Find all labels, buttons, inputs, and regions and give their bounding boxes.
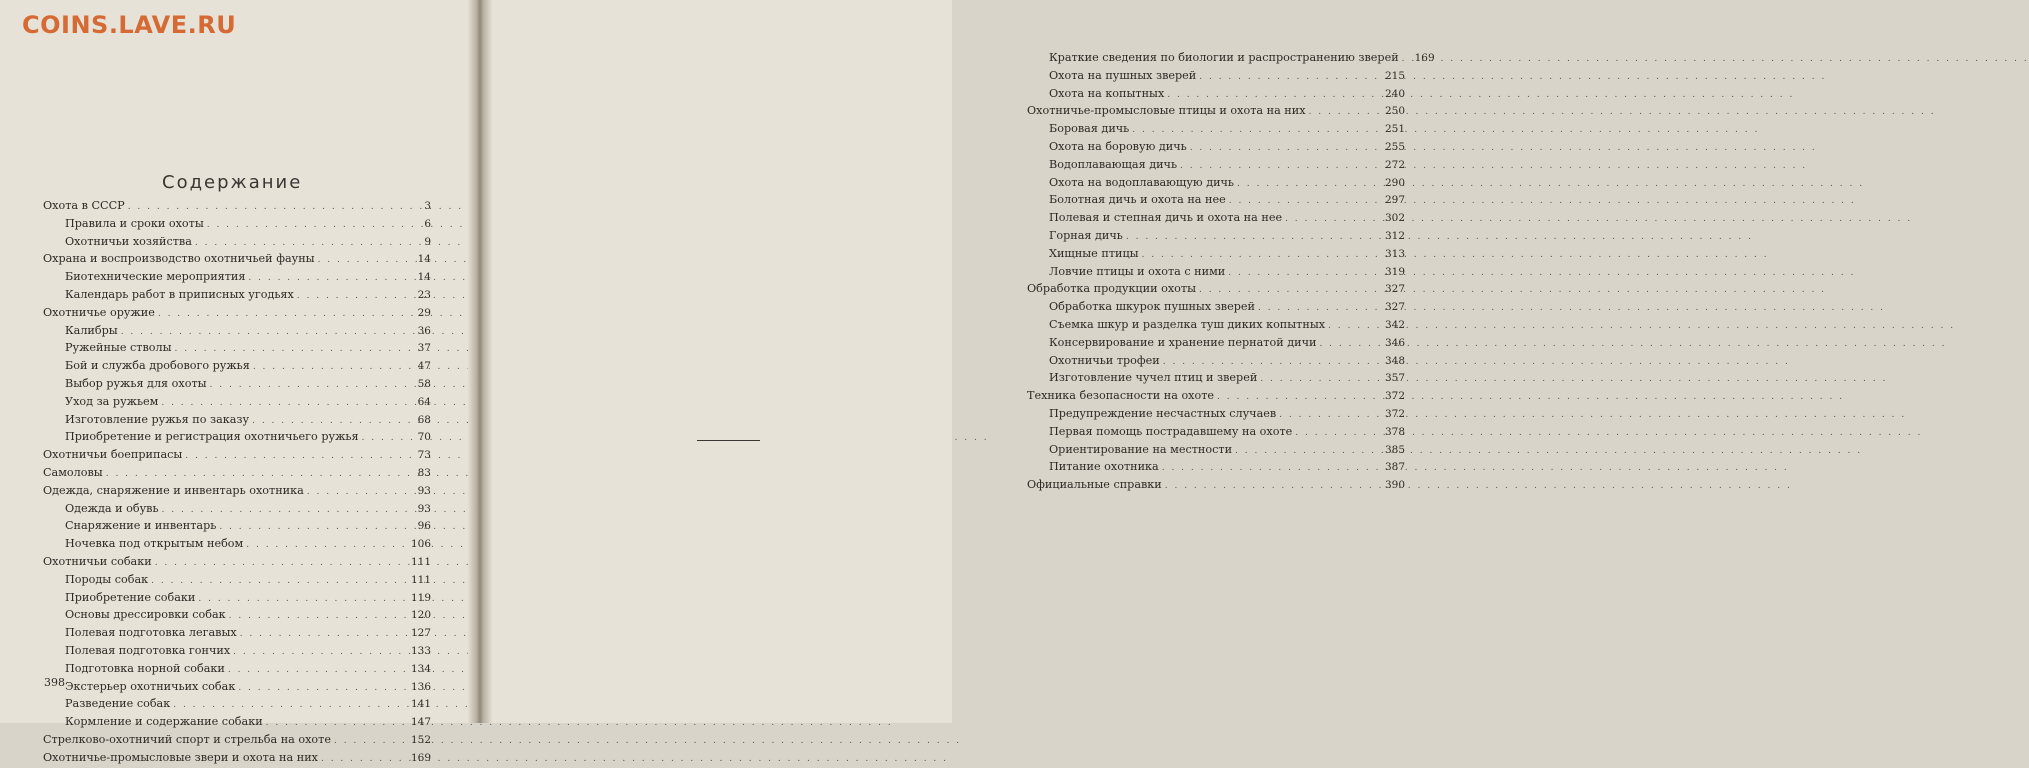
toc-entry: [1027, 317, 1405, 335]
toc-entry: [43, 536, 431, 554]
toc-entry-page: 111: [410, 573, 431, 586]
toc-leader-dots: [1258, 301, 1378, 317]
right-page: [486, 0, 1435, 723]
toc-leader-dots: [266, 716, 404, 732]
toc-entry-page: 37: [417, 342, 431, 355]
toc-entry-page: 96: [417, 520, 431, 533]
toc-leader-dots: [1199, 70, 1378, 86]
toc-entry-page: 9: [424, 235, 431, 248]
toc-entry-page: 70: [417, 431, 431, 444]
toc-entry: [1027, 299, 1405, 317]
toc-leader-dots: [1228, 266, 1378, 282]
toc-entry-title: Водоплавающая дичь: [1049, 157, 1178, 171]
toc-leader-dots: [1319, 337, 1378, 353]
toc-leader-dots: [1217, 390, 1378, 406]
toc-leader-dots: [1260, 372, 1378, 388]
toc-entry-title: Краткие сведения по биологии и распространению зверей: [1049, 51, 1399, 64]
toc-entry-page: 342: [1384, 318, 1405, 331]
toc-entry: [43, 501, 431, 519]
toc-leader-dots: [173, 698, 404, 714]
toc-entry: [43, 732, 431, 750]
toc-entry: [1027, 281, 1405, 299]
toc-entry: [1027, 103, 1405, 121]
toc-entry-page: 302: [1384, 212, 1405, 225]
toc-entry: [43, 305, 431, 323]
toc-entry-page: 290: [1384, 176, 1405, 189]
toc-leader-dots: [1163, 355, 1378, 371]
toc-entry-page: 357: [1384, 372, 1405, 385]
toc-entry: [43, 216, 431, 234]
toc-entry-title: Разведение собак: [65, 697, 171, 711]
toc-entry-title: Снаряжение и инвентарь: [65, 519, 217, 533]
toc-entry-page: 93: [417, 484, 431, 497]
toc-entry-title: Обработка продукции охоты: [1027, 282, 1196, 296]
toc-entry: [1027, 175, 1405, 193]
toc-entry: [1027, 50, 1435, 68]
toc-entry-page: 134: [410, 662, 431, 675]
toc-entry: [1027, 442, 1405, 460]
toc-entry-title: Экстерьер охотничьих собак: [65, 679, 236, 693]
toc-leader-dots: [198, 592, 404, 608]
toc-entry-page: 64: [417, 395, 431, 408]
toc-leader-dots: [253, 360, 404, 376]
toc-entry: [1027, 424, 1405, 442]
toc-entry-page: 272: [1384, 158, 1405, 171]
toc-entry: [1027, 264, 1405, 282]
toc-entry-title: Подготовка норной собаки: [65, 661, 225, 675]
toc-entry-page: 240: [1384, 87, 1405, 100]
site-watermark: COINS.LAVE.RU: [22, 11, 237, 39]
toc-entry-title: Болотная дичь и охота на нее: [1049, 193, 1226, 207]
toc-entry: [1027, 459, 1405, 477]
toc-entry-title: Первая помощь пострадавшему на охоте: [1049, 424, 1293, 438]
toc-entry-page: 327: [1384, 301, 1405, 314]
toc-entry-title: Охота в СССР: [43, 199, 125, 212]
toc-entry: [43, 269, 431, 287]
toc-entry-page: 312: [1384, 229, 1405, 242]
toc-entry: [43, 554, 431, 572]
toc-entry-page: 169: [410, 751, 431, 764]
toc-entry-page: 251: [1384, 123, 1405, 136]
toc-entry-page: 346: [1384, 336, 1405, 349]
toc-entry: [1027, 370, 1405, 388]
toc-leader-dots: [1237, 177, 1378, 193]
toc-entry-title: Ориентирование на местности: [1049, 442, 1233, 456]
toc-leader-dots: [240, 627, 404, 643]
toc-entry-page: 169: [1414, 52, 1435, 64]
toc-leader-dots: [321, 752, 404, 768]
toc-entry-title: Стрелково-охотничий спорт и стрельба на охоте: [43, 732, 331, 746]
toc-entry: [43, 590, 431, 608]
toc-leader-dots: [210, 378, 404, 394]
toc-leader-dots: [362, 431, 404, 447]
toc-entry-page: 255: [1384, 140, 1405, 153]
toc-entry-page: 378: [1384, 425, 1405, 438]
toc-entry-title: Самоловы: [43, 465, 103, 479]
toc-entry-page: 68: [417, 413, 431, 426]
toc-leader-dots: [297, 289, 404, 305]
toc-leader-dots: [207, 218, 404, 234]
toc-entry-page: 387: [1384, 461, 1405, 474]
toc-entry-title: Охрана и воспроизводство охотничьей фауны: [43, 252, 315, 266]
toc-entry-page: 133: [410, 644, 431, 657]
toc-entry-title: Хищные птицы: [1049, 246, 1139, 260]
toc-entry-title: Полевая подготовка легавых: [65, 626, 237, 640]
toc-entry-page: 141: [410, 698, 431, 711]
toc-leader-dots: [158, 307, 404, 323]
toc-entry: [1027, 210, 1405, 228]
toc-entry-page: 152: [410, 733, 431, 746]
toc-entry-page: 136: [410, 680, 431, 693]
toc-entry: [43, 447, 431, 465]
toc-leader-dots: [229, 609, 404, 625]
toc-entry: [43, 518, 431, 536]
toc-entry-page: 127: [410, 627, 431, 640]
toc-entry-page: 319: [1384, 265, 1405, 278]
toc-entry: [43, 234, 431, 252]
toc-entry-title: Одежда, снаряжение и инвентарь охотника: [43, 483, 304, 497]
toc-entry-title: Обработка шкурок пушных зверей: [1049, 300, 1255, 314]
toc-leader-dots: [106, 467, 404, 483]
toc-entry-title: Полевая подготовка гончих: [65, 643, 231, 657]
toc-leader-dots: [1229, 194, 1378, 210]
toc-leader-dots: [307, 485, 404, 501]
toc-entry-title: Охота на пушных зверей: [1049, 68, 1197, 82]
toc-entry: [43, 358, 431, 376]
toc-entry-title: Ловчие птицы и охота с ними: [1049, 264, 1226, 278]
toc-entry: [1027, 477, 1405, 495]
toc-entry-title: Калибры: [65, 323, 118, 337]
toc-entry-title: Изготовление чучел птиц и зверей: [1049, 371, 1258, 385]
toc-leader-dots: [1190, 141, 1378, 157]
toc-entry-page: 106: [410, 538, 431, 551]
toc-entry: [1027, 388, 1405, 406]
toc-leader-dots: [1402, 52, 1408, 68]
toc-entry-page: 120: [410, 609, 431, 622]
toc-entry-title: Охотничьи боеприпасы: [43, 448, 183, 462]
toc-leader-dots: [1165, 479, 1378, 495]
toc-entry-title: Питание охотника: [1049, 460, 1159, 474]
toc-entry-title: Охотничье-промысловые птицы и охота на них: [1027, 104, 1306, 118]
toc-leader-dots: [1132, 123, 1378, 139]
toc-entry-page: 372: [1384, 390, 1405, 403]
toc-entry-page: 348: [1384, 354, 1405, 367]
toc-entry: [43, 198, 431, 216]
toc-entry-page: 93: [417, 502, 431, 515]
toc-entry-page: 14: [417, 271, 431, 284]
toc-entry-title: Полевая и степная дичь и охота на нее: [1049, 211, 1283, 225]
toc-entry: [1027, 68, 1405, 86]
toc-leader-dots: [121, 325, 404, 341]
toc-leader-dots: [175, 342, 404, 358]
toc-entry: [1027, 192, 1405, 210]
toc-entry: [43, 412, 431, 430]
toc-entry: [43, 607, 431, 625]
toc-entry-page: 119: [410, 591, 431, 604]
toc-leader-dots: [1279, 408, 1378, 424]
toc-entry-page: 14: [417, 253, 431, 266]
toc-entry-title: Одежда и обувь: [65, 501, 159, 515]
toc-entry-title: Охотничьи трофеи: [1049, 353, 1160, 367]
toc-entry-title: Приобретение собаки: [65, 590, 196, 604]
toc-entry-page: 215: [1384, 69, 1405, 82]
toc-entry: [1027, 139, 1405, 157]
contents-heading: Содержание: [162, 172, 303, 193]
toc-entry: [43, 323, 431, 341]
toc-entry-page: 297: [1384, 194, 1405, 207]
toc-entry-title: Охота на водоплавающую дичь: [1049, 175, 1235, 189]
toc-entry: [1027, 246, 1405, 264]
toc-entry: [43, 643, 431, 661]
toc-entry-page: 372: [1384, 407, 1405, 420]
toc-leader-dots: [128, 200, 404, 216]
toc-entry: [43, 394, 431, 412]
toc-entry: [43, 251, 431, 269]
toc-entry-title: Охота на боровую дичь: [1049, 139, 1187, 153]
toc-entry-page: 390: [1384, 479, 1405, 492]
toc-leader-dots: [1199, 283, 1378, 299]
toc-entry-title: Охотничьи собаки: [43, 554, 152, 568]
toc-entry-page: 29: [417, 306, 431, 319]
toc-entry-title: Боровая дичь: [1049, 122, 1130, 136]
toc-entry: [43, 750, 431, 768]
toc-entry-title: Охотничьи хозяйства: [65, 234, 192, 248]
toc-entry: [1027, 335, 1405, 353]
table-of-contents-left: [43, 198, 431, 768]
left-page: [0, 0, 474, 764]
toc-leader-dots: [1142, 248, 1378, 264]
toc-leader-dots: [246, 538, 404, 554]
toc-entry-page: 58: [417, 377, 431, 390]
toc-entry: [43, 696, 431, 714]
toc-entry: [1027, 121, 1405, 139]
toc-entry-page: 327: [1384, 283, 1405, 296]
toc-entry-title: Ночевка под открытым небом: [65, 537, 244, 551]
toc-entry-page: 250: [1384, 105, 1405, 118]
toc-leader-dots: [155, 556, 404, 572]
toc-entry: [43, 625, 431, 643]
toc-leader-dots: [185, 449, 404, 465]
toc-entry: [1027, 157, 1405, 175]
toc-entry: [1027, 406, 1405, 424]
table-of-contents-right: [1027, 50, 1435, 495]
toc-leader-dots: [1162, 461, 1378, 477]
toc-entry-page: 73: [417, 449, 431, 462]
toc-entry: [1027, 228, 1405, 246]
toc-leader-dots: [1126, 230, 1378, 246]
toc-entry-title: Уход за ружьем: [65, 394, 159, 408]
toc-entry-page: 83: [417, 466, 431, 479]
toc-entry-title: Кормление и содержание собаки: [65, 715, 263, 729]
toc-entry: [1027, 86, 1405, 104]
toc-entry: [43, 465, 431, 483]
toc-entry-page: 36: [417, 324, 431, 337]
book-gutter: [468, 0, 492, 723]
toc-leader-dots: [334, 734, 404, 750]
toc-entry-title: Приобретение и регистрация охотничьего ружья: [65, 430, 359, 444]
toc-entry-title: Предупреждение несчастных случаев: [1049, 406, 1277, 420]
toc-entry-title: Биотехнические мероприятия: [65, 270, 246, 284]
toc-entry-title: Охотничье-промысловые звери и охота на них: [43, 750, 318, 764]
toc-entry-title: Техника безопасности на охоте: [1027, 389, 1215, 403]
page-number: 398: [44, 676, 65, 689]
toc-entry-page: 47: [417, 360, 431, 373]
toc-entry: [43, 679, 431, 697]
toc-entry: [43, 287, 431, 305]
toc-leader-dots: [1285, 212, 1378, 228]
toc-entry-title: Изготовление ружья по заказу: [65, 412, 250, 426]
toc-entry-title: Правила и сроки охоты: [65, 216, 204, 230]
toc-leader-dots: [248, 271, 404, 287]
toc-entry-page: 385: [1384, 443, 1405, 456]
toc-entry-title: Съемка шкур и разделка туш диких копытных: [1049, 317, 1326, 331]
toc-entry-page: 6: [424, 217, 431, 230]
toc-entry-title: Горная дичь: [1049, 228, 1123, 242]
toc-entry-page: 23: [417, 288, 431, 301]
toc-entry: [1027, 353, 1405, 371]
toc-entry-page: 313: [1384, 247, 1405, 260]
toc-leader-dots: [1167, 88, 1378, 104]
toc-entry-title: Официальные справки: [1027, 478, 1162, 492]
toc-entry-title: Ружейные стволы: [65, 341, 172, 355]
toc-entry-title: Календарь работ в приписных угодьях: [65, 287, 294, 301]
toc-entry-title: Породы собак: [65, 572, 149, 586]
toc-entry-page: 111: [410, 555, 431, 568]
toc-leader-dots: [318, 253, 404, 269]
toc-entry-title: Охота на копытных: [1049, 86, 1165, 100]
toc-entry: [43, 661, 431, 679]
toc-leader-dots: [233, 645, 404, 661]
toc-entry-title: Консервирование и хранение пернатой дичи: [1049, 335, 1317, 349]
toc-entry: [43, 572, 431, 590]
toc-leader-dots: [219, 520, 404, 536]
toc-leader-dots: [1328, 319, 1378, 335]
toc-entry-page: 3: [424, 200, 431, 212]
toc-entry-title: Выбор ружья для охоты: [65, 376, 207, 390]
toc-entry: [43, 340, 431, 358]
toc-leader-dots: [228, 663, 404, 679]
end-rule: [697, 440, 760, 441]
toc-leader-dots: [161, 396, 404, 412]
toc-leader-dots: [195, 236, 404, 252]
toc-leader-dots: [162, 503, 404, 519]
toc-leader-dots: [1309, 105, 1378, 121]
toc-leader-dots: [1180, 159, 1378, 175]
toc-leader-dots: [1235, 444, 1378, 460]
toc-entry-title: Охотничье оружие: [43, 305, 155, 319]
toc-leader-dots: [238, 681, 404, 697]
toc-leader-dots: [252, 414, 404, 430]
toc-entry: [43, 429, 431, 447]
toc-entry: [43, 376, 431, 394]
toc-leader-dots: [1295, 426, 1378, 442]
toc-entry-title: Бой и служба дробового ружья: [65, 359, 250, 373]
toc-entry: [43, 714, 431, 732]
toc-entry: [43, 483, 431, 501]
toc-leader-dots: [151, 574, 404, 590]
toc-entry-title: Основы дрессировки собак: [65, 608, 226, 622]
toc-entry-page: 147: [410, 716, 431, 729]
